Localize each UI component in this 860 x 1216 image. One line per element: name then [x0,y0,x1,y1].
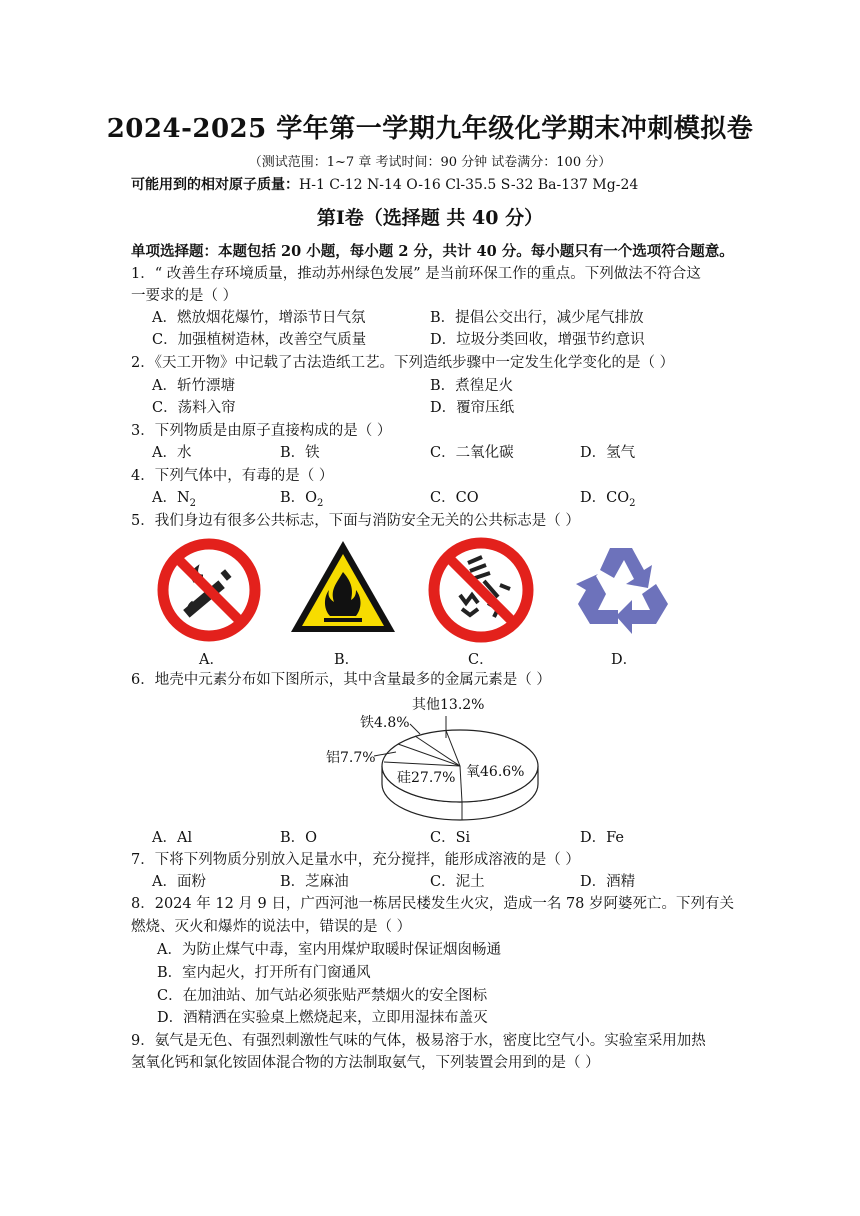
q3-option-a: A．水 [152,445,192,461]
atomic-masses-label: 可能用到的相对原子质量： [131,177,299,193]
q2-option-d: D．覆帘压纸 [430,400,515,416]
q3-stem: 3．下列物质是由原子直接构成的是（ ） [131,423,392,439]
q4-option-c: C．CO [430,490,479,506]
q4-option-b-text: B．O [280,490,318,506]
no-smoking-sign-icon [155,536,263,644]
q4-stem: 4．下列气体中，有毒的是（ ） [131,468,334,484]
q7-option-c: C．泥土 [430,874,485,890]
q4-option-d-text: D．CO [580,490,630,506]
q3-option-b: B．铁 [280,445,320,461]
q6-option-b: B．O [280,830,318,846]
no-fireworks-sign-icon [426,535,536,645]
q5-label-a: A． [199,652,224,668]
pie-label-iron: 铁4.8% [360,715,410,731]
q6-option-d: D．Fe [580,830,624,846]
q7-stem: 7．下将下列物质分别放入足量水中，充分搅拌，能形成溶液的是（ ） [131,852,580,868]
q1-stem-line2: 一要求的是（ ） [131,288,238,304]
q8-option-b: B．室内起火，打开所有门窗通风 [157,965,371,981]
q4-option-a-text: A．N [152,490,190,506]
q5-label-b: B． [334,652,360,668]
pie-label-aluminum: 铝7.7% [326,750,376,766]
q1-option-d: D．垃圾分类回收，增强节约意识 [430,332,645,348]
pie-label-silicon: 硅27.7% [397,770,456,786]
q8-option-c: C．在加油站、加气站必须张贴严禁烟火的安全图标 [157,988,488,1004]
flammable-warning-sign-icon [288,538,398,636]
instruction: 单项选择题：本题包括 20 小题，每小题 2 分，共计 40 分。每小题只有一个选项符合题意。 [131,243,734,260]
q4-option-b [280,488,323,514]
q4-option-a-subscript: 2 [189,497,197,509]
q7-option-a: A．面粉 [152,874,206,890]
exam-subtitle: （测试范围：1~7 章 考试时间：90 分钟 试卷满分：100 分） [248,155,612,170]
q7-option-b: B．芝麻油 [280,874,349,890]
q2-option-a: A．斩竹漂塘 [152,378,235,394]
q5-label-d: D． [611,652,638,668]
q9-stem-line2: 氢氧化钙和氯化铵固体混合物的方法制取氨气，下列装置会用到的是（ ） [131,1055,600,1071]
q2-stem: 2．《天工开物》中记载了古法造纸工艺。下列造纸步骤中一定发生化学变化的是（ ） [131,355,675,371]
leader-iron [410,724,420,734]
q1-option-a: A．燃放烟花爆竹，增添节日气氛 [152,310,366,326]
q4-option-d-subscript: 2 [629,497,636,509]
q8-stem-line2: 燃烧、灭火和爆炸的说法中，错误的是（ ） [131,919,412,935]
q9-stem-line1: 9．氨气是无色、有强烈刺激性气味的气体，极易溶于水，密度比空气小。实验室采用加热 [131,1033,706,1049]
q4-option-b-subscript: 2 [317,497,324,509]
q6-stem: 6．地壳中元素分布如下图所示，其中含量最多的金属元素是（ ） [131,672,551,688]
q3-option-c: C．二氧化碳 [430,445,514,461]
q6-option-a: A．Al [152,830,193,846]
q8-option-a: A．为防止煤气中毒，室内用煤炉取暖时保证烟囱畅通 [157,942,501,958]
q7-option-d: D．酒精 [580,874,636,890]
pie-label-oxygen: 氧46.6% [466,764,525,780]
q1-option-b: B．提倡公交出行，减少尾气排放 [430,310,644,326]
q4-option-d [580,488,635,514]
q2-option-b: B．煮徨足火 [430,378,514,394]
q3-option-d: D．氢气 [580,445,636,461]
pie-label-other: 其他13.2% [412,697,485,713]
exam-title: 2024-2025 学年第一学期九年级化学期末冲刺模拟卷 [106,114,754,144]
section-title: 第Ⅰ卷（选择题 共 40 分） [316,207,544,229]
q8-option-d: D．酒精洒在实验桌上燃烧起来，立即用湿抹布盖灭 [157,1010,488,1026]
q1-stem-line1: 1．“ 改善生存环境质量，推动苏州绿色发展” 是当前环保工作的重点。下列做法不符合这 [131,266,701,282]
q1-option-c: C．加强植树造林，改善空气质量 [152,332,367,348]
q5-stem: 5．我们身边有很多公共标志，下面与消防安全无关的公共标志是（ ） [131,513,580,529]
q4-option-a [152,488,196,514]
atomic-masses [131,174,638,194]
q2-option-c: C．荡料入帘 [152,400,236,416]
atomic-masses-values: H-1 C-12 N-14 O-16 Cl-35.5 S-32 Ba-137 Mg-24 [299,177,639,193]
q5-label-c: C． [468,652,494,668]
q6-option-c: C．Si [430,830,471,846]
q8-stem-line1: 8．2024 年 12 月 9 日，广西河池一栋居民楼发生火灾，造成一名 78 岁阿婆死亡。下列有关 [131,896,735,912]
recycle-sign-icon [572,540,676,640]
